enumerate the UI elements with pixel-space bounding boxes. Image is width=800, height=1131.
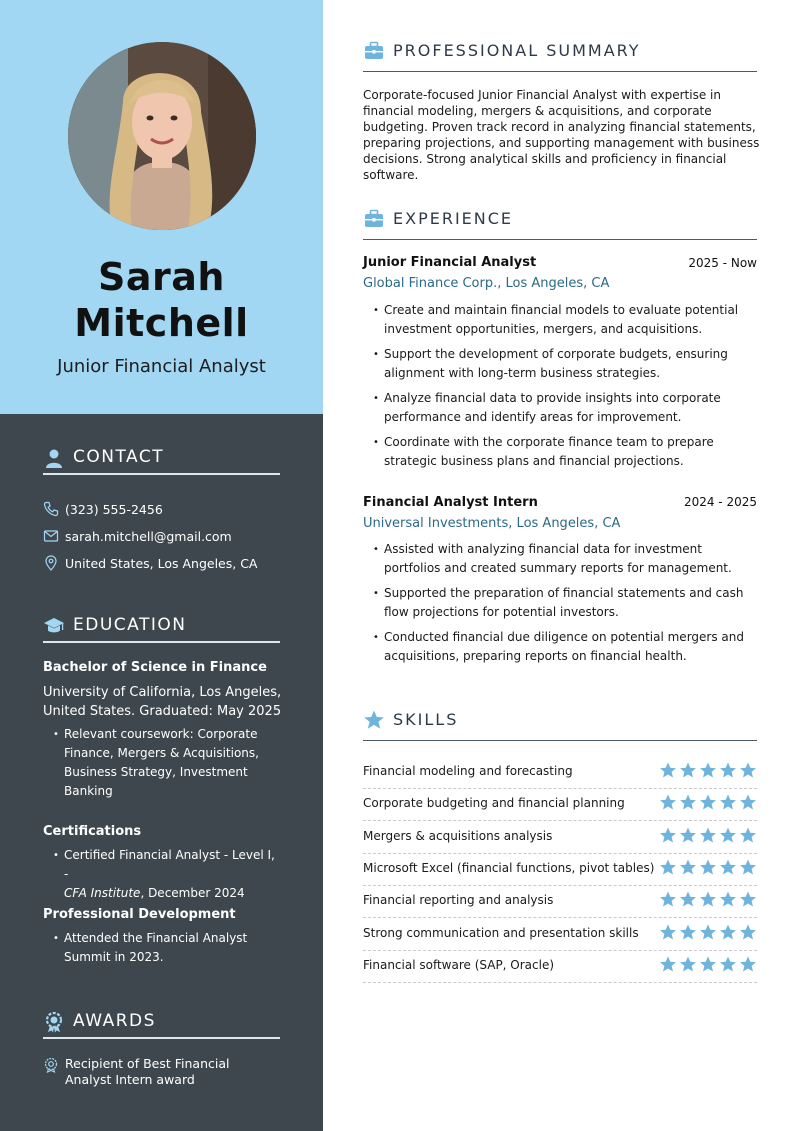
development-text: Attended the Financial Analyst Summit in 2023. (64, 931, 248, 964)
job-bullet (373, 345, 758, 383)
skill-name: Corporate budgeting and financial planning (363, 796, 625, 811)
experience-heading (363, 208, 757, 240)
job-bullet (373, 540, 758, 578)
job-company: Global Finance Corp., Los Angeles, CA (363, 276, 610, 291)
skill-rating (659, 890, 757, 908)
candidate-role: Junior Financial Analyst (57, 356, 266, 377)
rating-star-icon (740, 763, 756, 778)
skill-row (363, 822, 757, 854)
awards-heading (43, 1009, 280, 1039)
skill-name: Microsoft Excel (financial functions, pivot tables) (363, 860, 655, 875)
skill-name: Financial modeling and forecasting (363, 764, 573, 778)
school-line-1: University of California, Los Angeles, (43, 685, 282, 700)
skill-row (363, 789, 757, 821)
bullet-dot: • (53, 729, 59, 740)
job-bullet (373, 301, 758, 339)
skill-rating (659, 858, 757, 876)
location-text: United States, Los Angeles, CA (65, 556, 258, 571)
rating-star-icon (740, 827, 756, 842)
award-badge-icon (43, 1011, 65, 1033)
certification-item (53, 846, 278, 903)
rating-star-icon (660, 924, 676, 939)
cert-date: , December 2024 (140, 886, 245, 900)
skill-row (363, 757, 757, 789)
education-heading-label: EDUCATION (73, 615, 187, 635)
briefcase-icon (363, 40, 385, 62)
certification-text (53, 846, 278, 903)
candidate-name (0, 254, 323, 346)
rating-star-icon (740, 859, 756, 874)
awards-heading-label: AWARDS (73, 1011, 156, 1031)
job-bullet-text: Conducted financial due diligence on potential mergers and acquisitions, preparing reports on financial health. (384, 630, 744, 663)
summary-heading (363, 40, 757, 72)
job-bullet (373, 433, 758, 471)
skills-heading-label: SKILLS (393, 710, 459, 729)
name-first: Sarah (98, 255, 225, 299)
job-dates: 2025 - Now (688, 256, 757, 270)
development-item (53, 929, 278, 967)
bullet-dot: • (373, 544, 379, 555)
rating-star-icon (700, 827, 716, 842)
rating-star-icon (680, 795, 696, 810)
job-dates: 2024 - 2025 (683, 495, 757, 509)
rating-star-icon (720, 924, 736, 939)
rating-star-icon (660, 795, 676, 810)
skill-rating (659, 761, 757, 779)
rating-star-icon (720, 859, 736, 874)
rating-star-icon (660, 859, 676, 874)
job-bullet (373, 584, 758, 622)
skill-rating (659, 923, 757, 941)
skill-row (363, 951, 757, 983)
rating-star-icon (680, 956, 696, 971)
award-item (43, 1055, 283, 1089)
job-bullet-text: Assisted with analyzing financial data for investment portfolios and created summary reports for management. (384, 542, 732, 575)
job-company: Universal Investments, Los Angeles, CA (363, 516, 621, 531)
rating-star-icon (660, 956, 676, 971)
rating-star-icon (740, 956, 756, 971)
award-text: Recipient of Best Financial Analyst Intern award (65, 1056, 230, 1087)
job-bullet (373, 628, 758, 666)
job-bullet-text: Support the development of corporate budgets, ensuring alignment with long-term business strategies. (384, 347, 728, 380)
rating-star-icon (720, 956, 736, 971)
award-icon (43, 1057, 59, 1073)
bullet-dot: • (53, 850, 59, 861)
rating-star-icon (720, 795, 736, 810)
skill-name: Financial reporting and analysis (363, 893, 554, 908)
experience-heading-label: EXPERIENCE (393, 209, 514, 228)
skill-name: Mergers & acquisitions analysis (363, 828, 553, 843)
rating-star-icon (700, 859, 716, 874)
rating-star-icon (680, 924, 696, 939)
contact-heading-label: CONTACT (73, 447, 165, 467)
contact-heading (43, 445, 280, 475)
coursework-item (53, 725, 278, 801)
bullet-dot: • (373, 632, 379, 643)
summary-heading-label: PROFESSIONAL SUMMARY (393, 41, 641, 60)
skills-heading (363, 709, 757, 741)
rating-star-icon (660, 827, 676, 842)
job-bullet-text: Create and maintain financial models to evaluate potential investment opportunities, mergers, and acquisitions. (384, 303, 739, 336)
briefcase-icon (363, 208, 385, 230)
degree-title: Bachelor of Science in Finance (43, 660, 267, 675)
star-icon (363, 709, 385, 731)
coursework-text: Relevant coursework: Corporate Finance, Mergers & Acquisitions, Business Strategy, Investment Banking (64, 727, 259, 798)
bullet-dot: • (373, 588, 379, 599)
bullet-dot: • (373, 305, 379, 316)
job-title: Financial Analyst Intern (363, 495, 538, 510)
rating-star-icon (700, 892, 716, 907)
rating-star-icon (720, 892, 736, 907)
bullet-dot: • (373, 393, 379, 404)
rating-star-icon (700, 924, 716, 939)
bullet-dot: • (373, 349, 379, 360)
job-title: Junior Financial Analyst (363, 255, 537, 270)
skill-row (363, 919, 757, 951)
skill-rating (659, 793, 757, 811)
rating-star-icon (660, 892, 676, 907)
rating-star-icon (720, 763, 736, 778)
job-bullet-text: Supported the preparation of financial statements and cash flow projections for potential investors. (384, 586, 744, 619)
rating-star-icon (700, 763, 716, 778)
school-line-2: United States. Graduated: May 2025 (43, 704, 282, 719)
education-heading (43, 613, 280, 643)
rating-star-icon (680, 763, 696, 778)
skill-row (363, 854, 757, 886)
skill-row (363, 886, 757, 918)
rating-star-icon (660, 763, 676, 778)
rating-star-icon (680, 827, 696, 842)
email-text: sarah.mitchell@gmail.com (65, 529, 232, 544)
rating-star-icon (720, 827, 736, 842)
bullet-dot: • (53, 933, 59, 944)
location-pin-icon (43, 555, 59, 571)
rating-star-icon (680, 892, 696, 907)
skill-rating (659, 955, 757, 973)
skill-rating (659, 826, 757, 844)
cert-org: CFA Institute (64, 886, 141, 900)
rating-star-icon (700, 956, 716, 971)
skill-name: Financial software (SAP, Oracle) (363, 957, 555, 972)
graduation-cap-icon (43, 615, 65, 637)
rating-star-icon (700, 795, 716, 810)
skill-name: Strong communication and presentation skills (363, 925, 639, 940)
rating-star-icon (740, 924, 756, 939)
bullet-dot: • (373, 437, 379, 448)
summary-text: Corporate-focused Junior Financial Analyst with expertise in financial modeling, mergers & acquisitions, and corporate budgeting. Proven track record in analyzing financial statements, preparing projections, and supporting management with business decisions. Strong analytical skills and proficiency in financial software. (363, 88, 760, 182)
development-heading: Professional Development (43, 907, 236, 922)
portrait-image (68, 42, 256, 230)
job-bullet-text: Coordinate with the corporate finance team to prepare strategic business plans and financial projections. (384, 435, 714, 468)
name-last: Mitchell (74, 301, 249, 345)
job-bullet-text: Analyze financial data to provide insights into corporate performance and identify areas for improvement. (384, 391, 721, 424)
person-icon (43, 447, 65, 469)
phone-icon (43, 501, 59, 517)
school-info (43, 683, 283, 721)
job-bullet (373, 389, 758, 427)
phone-text: (323) 555-2456 (65, 502, 163, 517)
cert-name: Certified Financial Analyst - Level I, - (64, 848, 275, 881)
rating-star-icon (740, 795, 756, 810)
rating-star-icon (740, 892, 756, 907)
profile-photo (68, 42, 256, 230)
mail-icon (43, 528, 59, 544)
certifications-heading: Certifications (43, 824, 142, 839)
rating-star-icon (680, 859, 696, 874)
